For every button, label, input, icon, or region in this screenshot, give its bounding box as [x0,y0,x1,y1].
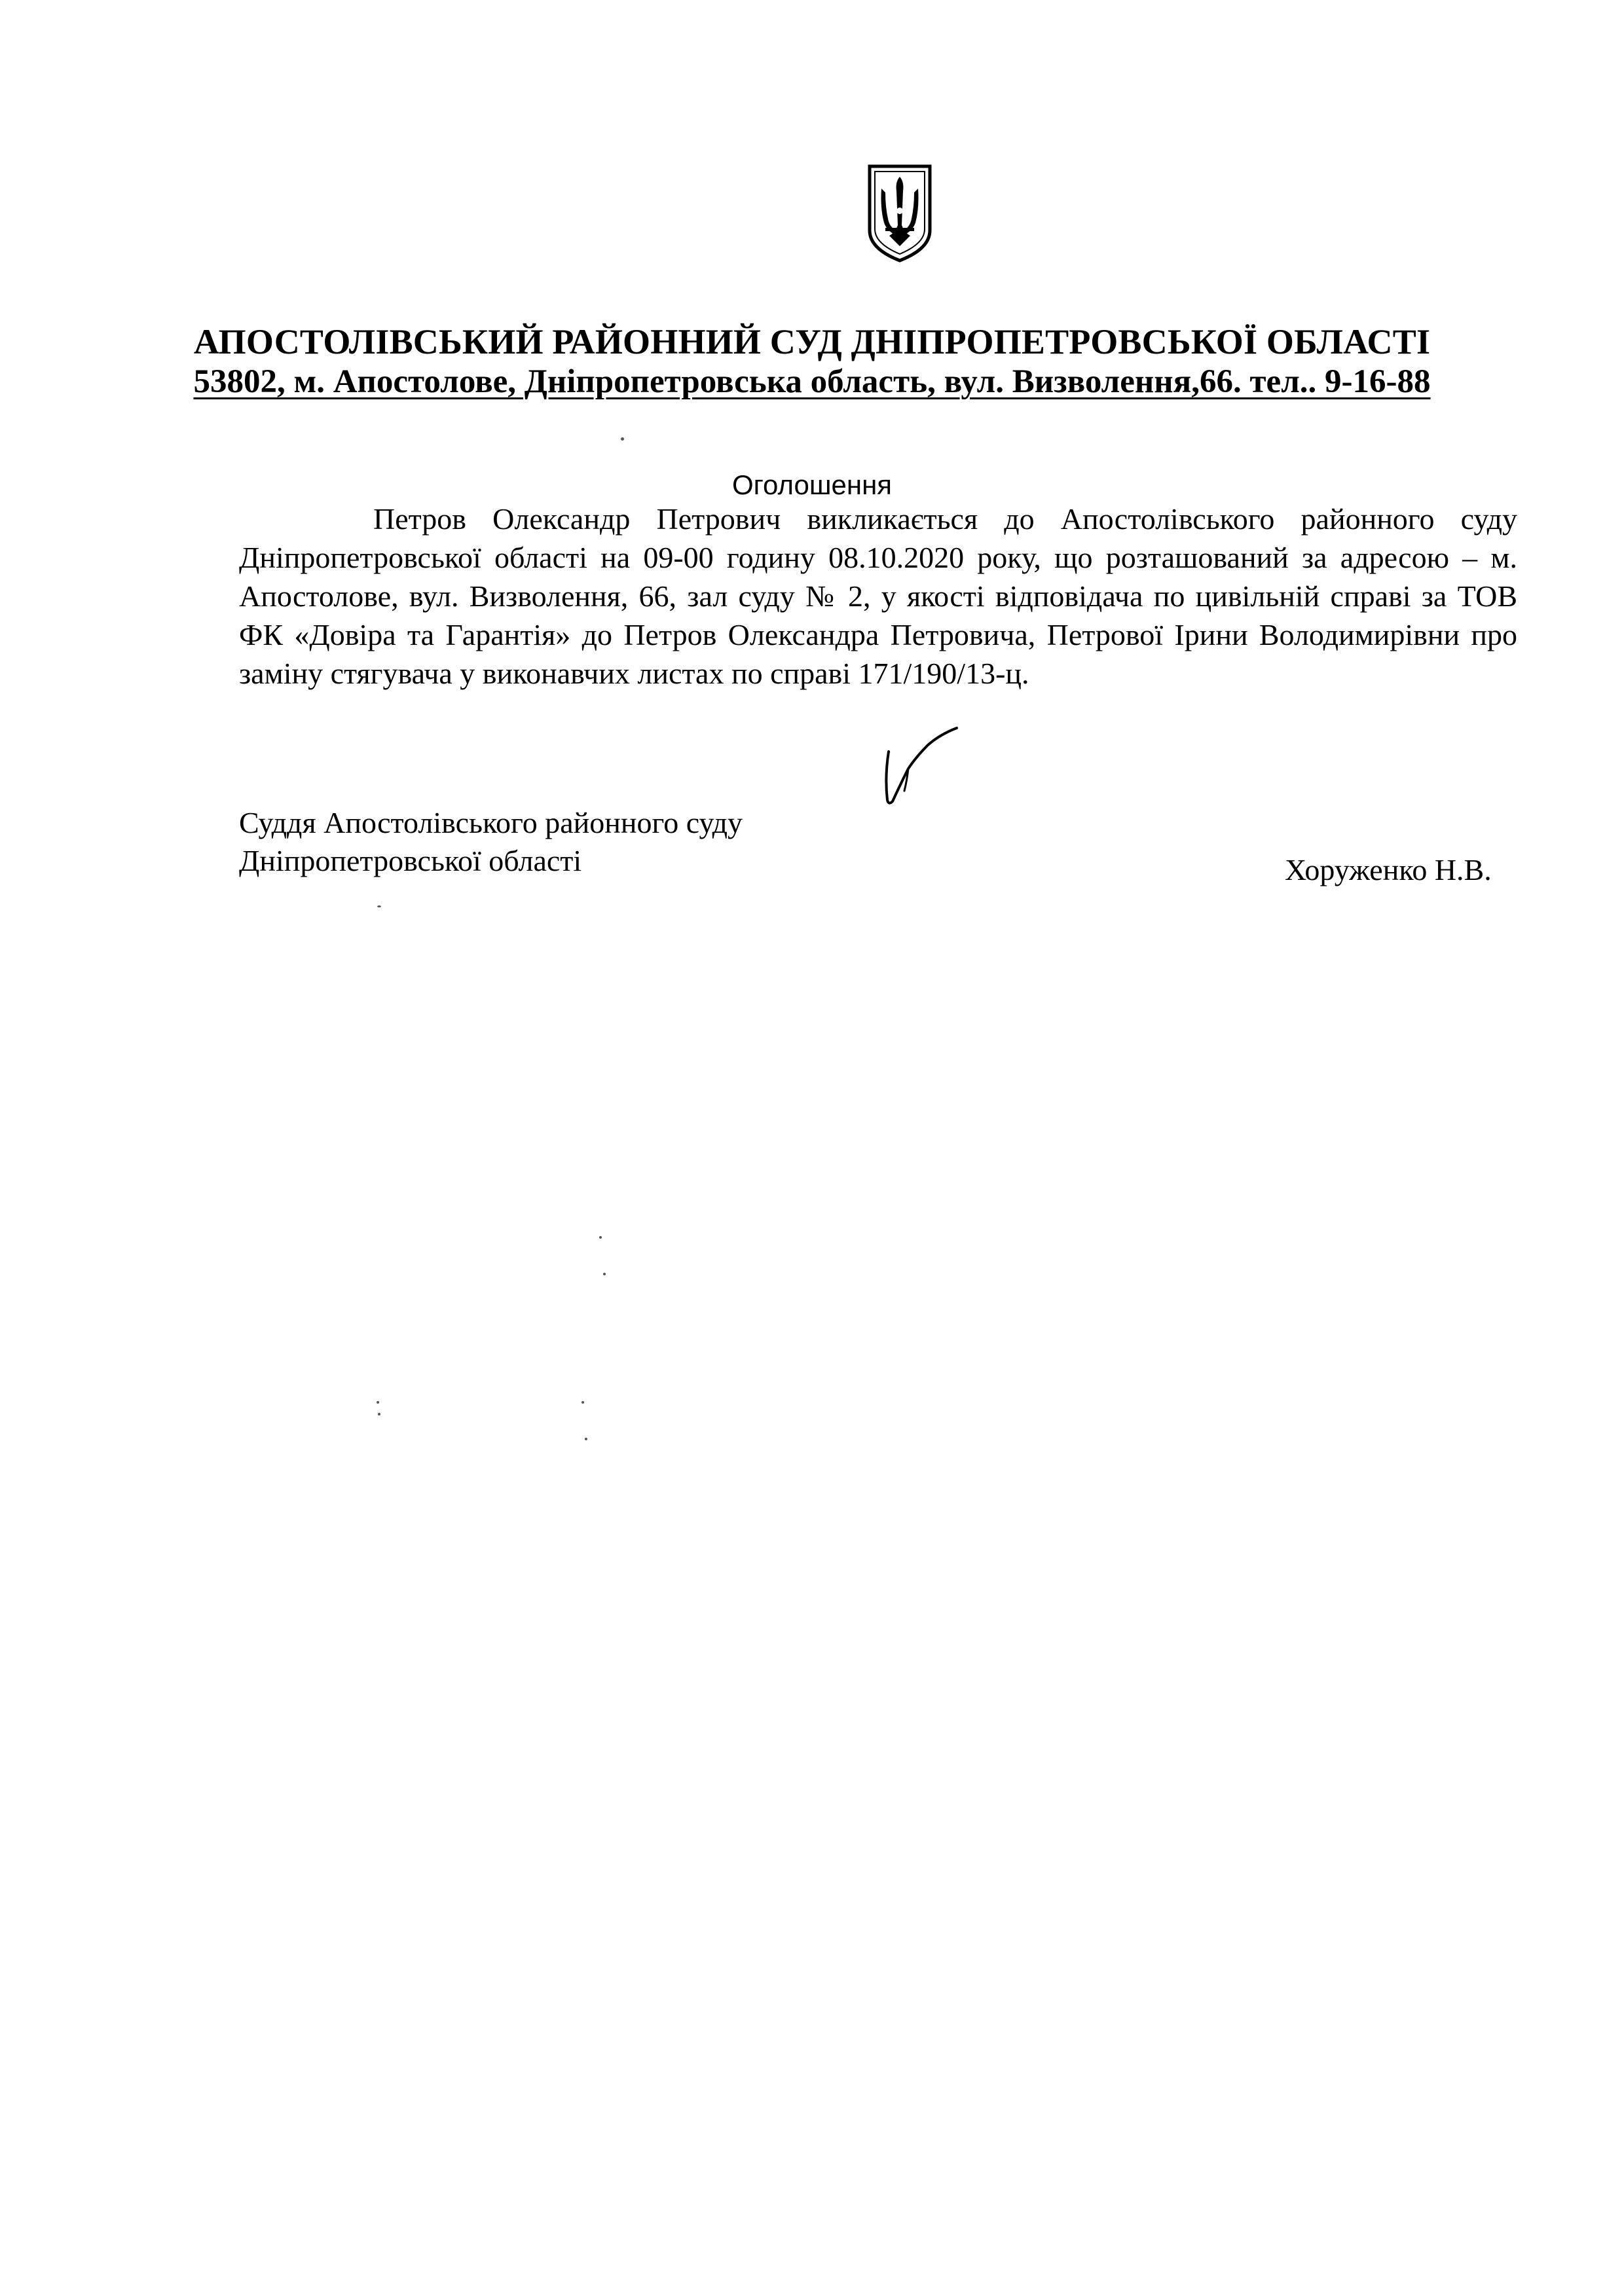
scan-speck [377,1401,379,1404]
notice-title: Оголошення [731,469,893,500]
scan-speck [585,1438,587,1440]
scan-speck [378,1413,380,1415]
court-name: АПОСТОЛІВСЬКИЙ РАЙОННИЙ СУД ДНІПРОПЕТРОВСЬКОЇ ОБЛАСТІ [193,322,1431,361]
scan-speck [621,437,624,441]
handwritten-signature-icon [874,725,979,830]
scan-speck [377,905,381,907]
scan-speck [603,1273,606,1275]
ukraine-trident-emblem-icon [866,162,934,263]
judge-name: Хоруженко Н.В. [1285,853,1492,886]
scan-speck [581,1401,584,1404]
scan-speck [599,1236,602,1239]
court-address: 53802, м. Апостолове, Дніпропетровська область, вул. Визволення,66. тел.. 9-16-88 [193,363,1431,400]
notice-body: Петров Олександр Петрович викликається до Апостолівського районного суду Дніпропетровської області на 09-00 годину 08.10.2020 року, що розташований за адресою – м. Апостолове, вул. Визволення, 66, зал суду № 2, у якості відповідача по цивільній справі за ТОВ ФК «Довіра та Гарантія» до Петров Олександра Петровича, Петрової Ірини Володимирівни про заміну стягувача у виконавчих листах по справі 171/190/13-ц. [239,502,1517,690]
judge-title: Суддя Апостолівського районного суду Дніпропетровської області [239,806,743,877]
